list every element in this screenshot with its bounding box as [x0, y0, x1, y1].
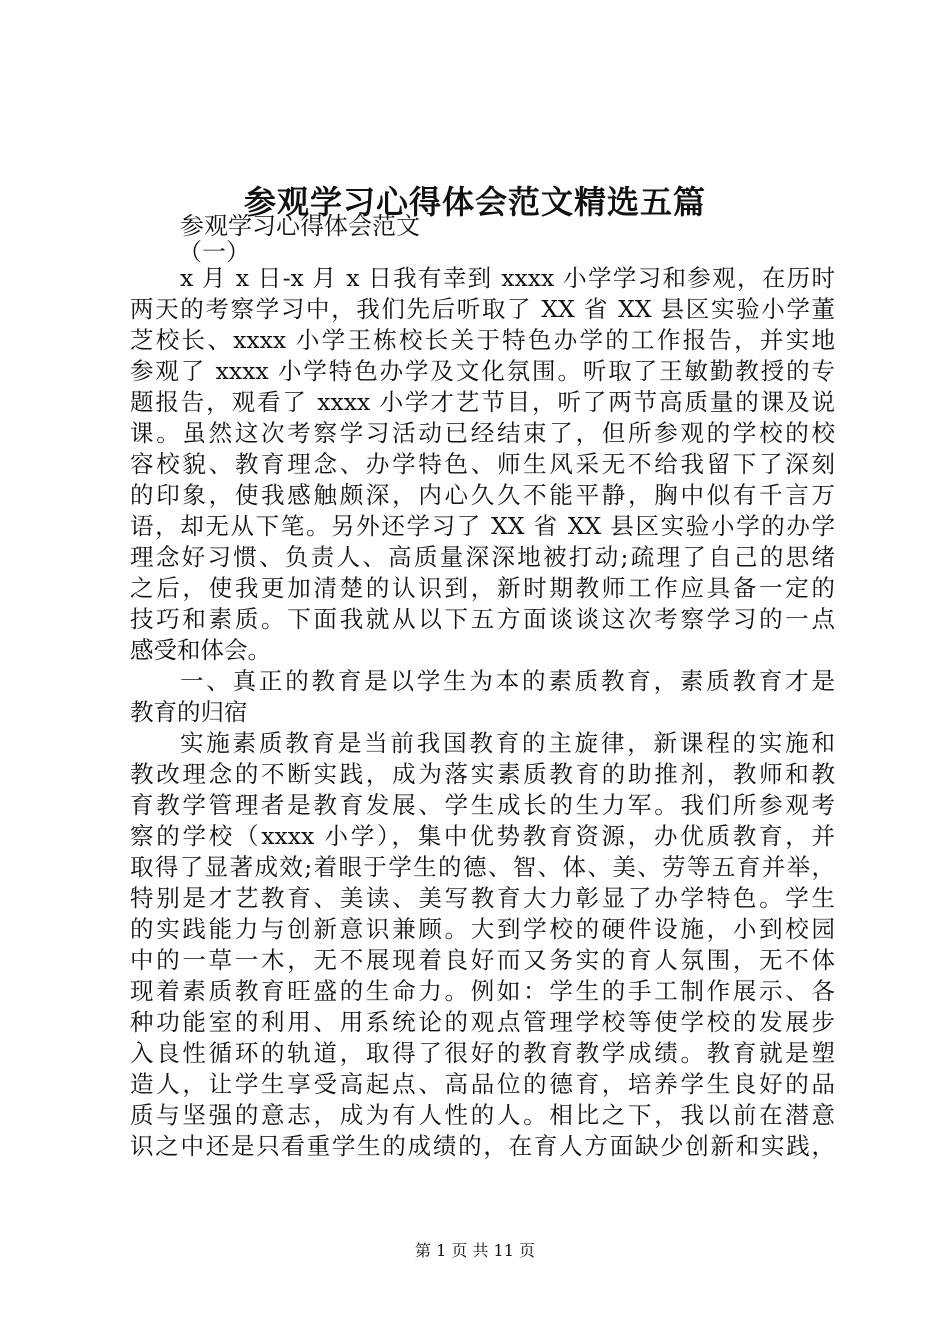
- text-line: 课。虽然这次考察学习活动已经结束了，但所参观的学校的校: [130, 419, 835, 447]
- text-line: 育教学管理者是教育发展、学生成长的生力军。我们所参观考: [130, 791, 835, 819]
- text-line: 之后，使我更加清楚的认识到，新时期教师工作应具备一定的: [130, 574, 835, 602]
- document-subtitle: 参观学习心得体会范文: [180, 212, 420, 240]
- text-line: 取得了显著成效;着眼于学生的德、智、体、美、劳等五育并举，: [130, 853, 835, 881]
- text-line: 现着素质教育旺盛的生命力。例如：学生的手工制作展示、各: [130, 977, 835, 1005]
- section-number: （一）: [178, 238, 250, 266]
- text-line: 芝校长、xxxx 小学王栋校长关于特色办学的工作报告，并实地: [130, 326, 835, 354]
- text-line: 质与坚强的意志，成为有人性的人。相比之下，我以前在潜意: [130, 1101, 835, 1129]
- text-line: 察的学校（xxxx 小学），集中优势教育资源，办优质教育，并: [130, 822, 835, 850]
- text-line: 的实践能力与创新意识兼顾。大到学校的硬件设施，小到校园: [130, 915, 835, 943]
- text-line: 语，却无从下笔。另外还学习了 XX 省 XX 县区实验小学的办学: [130, 512, 835, 540]
- text-line: 技巧和素质。下面我就从以下五方面谈谈这次考察学习的一点: [130, 605, 835, 633]
- document-title: 参观学习心得体会范文精选五篇: [243, 183, 706, 221]
- text-line: 入良性循环的轨道，取得了很好的教育教学成绩。教育就是塑: [130, 1039, 835, 1067]
- text-line: 题报告，观看了 xxxx 小学才艺节目，听了两节高质量的课及说: [130, 388, 835, 416]
- text-line: 实施素质教育是当前我国教育的主旋律，新课程的实施和: [180, 729, 835, 757]
- text-line: 一、真正的教育是以学生为本的素质教育，素质教育才是: [180, 667, 835, 695]
- document-body: [130, 263, 835, 1162]
- text-line: 参观了 xxxx 小学特色办学及文化氛围。听取了王敏勤教授的专: [130, 357, 835, 385]
- text-line: 理念好习惯、负责人、高质量深深地被打动;疏理了自己的思绪: [130, 543, 835, 571]
- text-line: 中的一草一木，无不展现着良好而又务实的育人氛围，无不体: [130, 946, 835, 974]
- text-line: 两天的考察学习中，我们先后听取了 XX 省 XX 县区实验小学董: [130, 295, 835, 323]
- text-line: 感受和体会。: [130, 636, 271, 664]
- text-line: 教育的归宿: [130, 698, 248, 726]
- text-line: 特别是才艺教育、美读、美写教育大力彰显了办学特色。学生: [130, 884, 835, 912]
- text-line: 的印象，使我感触颇深，内心久久不能平静，胸中似有千言万: [130, 481, 835, 509]
- text-line: x 月 x 日-x 月 x 日我有幸到 xxxx 小学学习和参观，在历时: [180, 264, 835, 292]
- text-line: 造人，让学生享受高起点、高品位的德育，培养学生良好的品: [130, 1070, 835, 1098]
- text-line: 教改理念的不断实践，成为落实素质教育的助推剂，教师和教: [130, 760, 835, 788]
- text-line: 种功能室的利用、用系统论的观点管理学校等使学校的发展步: [130, 1008, 835, 1036]
- page-footer: 第 1 页 共 11 页: [415, 1241, 535, 1260]
- text-line: 识之中还是只看重学生的成绩的，在育人方面缺少创新和实践，: [130, 1132, 835, 1160]
- text-line: 容校貌、教育理念、办学特色、师生风采无不给我留下了深刻: [130, 450, 835, 478]
